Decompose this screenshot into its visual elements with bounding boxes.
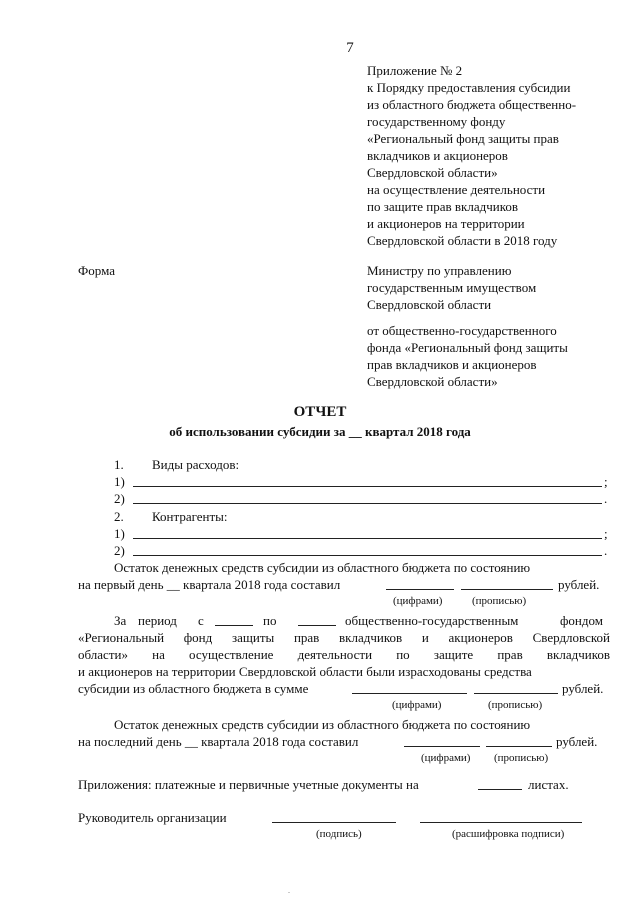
attachments-sheets-label: листах. xyxy=(528,777,569,792)
signature-decoding-field[interactable] xyxy=(420,822,582,823)
period-word-period: период xyxy=(138,613,177,628)
end-balance-words-caption: (прописью) xyxy=(494,752,549,764)
period-sum-digits-field[interactable] xyxy=(352,693,467,694)
period-word-za: За xyxy=(114,613,127,628)
addressee-line: Свердловской области xyxy=(367,297,492,312)
section2-item1-label: 1) xyxy=(114,526,125,541)
footer-mark: . xyxy=(288,886,290,895)
sender-line: фонда «Региональный фонд защиты xyxy=(367,340,568,355)
section1-number: 1. xyxy=(114,457,124,472)
attachments-text: Приложения: платежные и первичные учетные документы на xyxy=(78,777,419,792)
sender-line: Свердловской области» xyxy=(367,374,498,389)
addressee-block xyxy=(367,262,617,313)
section1-label: Виды расходов: xyxy=(152,457,240,472)
period-line3: области» на осуществление деятельности по защите прав вкладчиков xyxy=(78,647,610,662)
appendix-line: Приложение № 2 xyxy=(367,63,463,78)
period-line4: и акционеров на территории Свердловской области были израсходованы средства xyxy=(78,664,532,679)
addressee-line: государственным имуществом xyxy=(367,280,537,295)
appendix-line: на осуществление деятельности xyxy=(367,182,546,197)
section1-item2-label: 2) xyxy=(114,491,125,506)
period-sum-words-field[interactable] xyxy=(474,693,558,694)
appendix-block xyxy=(367,62,617,249)
report-title: ОТЧЕТ xyxy=(293,404,347,420)
period-line2: «Региональный фонд защиты прав вкладчиков и акционеров Свердловской xyxy=(78,630,610,645)
appendix-line: из областного бюджета общественно- xyxy=(367,97,577,112)
attachments-sheets-field[interactable] xyxy=(478,789,522,790)
end-balance-words-field[interactable] xyxy=(486,746,552,747)
section1-item1-label: 1) xyxy=(114,474,125,489)
end-balance-digits-caption: (цифрами) xyxy=(421,752,471,764)
period-word-fund: фондом xyxy=(560,613,603,628)
period-line5: субсидии из областного бюджета в сумме xyxy=(78,681,309,696)
signature-decoding-caption: (расшифровка подписи) xyxy=(452,828,565,840)
appendix-line: «Региональный фонд защиты прав xyxy=(367,131,559,146)
start-balance-currency: рублей. xyxy=(558,577,600,592)
section1-item2-field[interactable] xyxy=(133,503,602,504)
appendix-line: Свердловской области в 2018 году xyxy=(367,233,558,248)
section2-item2-field[interactable] xyxy=(133,555,602,556)
period-to-field[interactable] xyxy=(298,625,336,626)
appendix-line: к Порядку предоставления субсидии xyxy=(367,80,571,95)
end-balance-line1: Остаток денежных средств субсидии из областного бюджета по состоянию xyxy=(114,717,531,732)
signature-field[interactable] xyxy=(272,822,396,823)
period-from-field[interactable] xyxy=(215,625,253,626)
section2-item1-field[interactable] xyxy=(133,538,602,539)
signature-role-label: Руководитель организации xyxy=(78,810,227,825)
end-balance-digits-field[interactable] xyxy=(404,746,480,747)
period-word-s: с xyxy=(198,613,204,628)
report-subtitle: об использовании субсидии за __ квартал 2018 года xyxy=(169,424,471,439)
signature-caption: (подпись) xyxy=(316,828,362,840)
section2-item2-end: . xyxy=(604,543,608,558)
sender-line: прав вкладчиков и акционеров xyxy=(367,357,537,372)
section2-label: Контрагенты: xyxy=(152,509,228,524)
section1-item2-end: . xyxy=(604,491,608,506)
section2-item2-label: 2) xyxy=(114,543,125,558)
appendix-line: по защите прав вкладчиков xyxy=(367,199,519,214)
section1-item1-field[interactable] xyxy=(133,486,602,487)
section1-item1-end: ; xyxy=(604,474,608,489)
appendix-line: и акционеров на территории xyxy=(367,216,525,231)
period-sum-currency: рублей. xyxy=(562,681,604,696)
page-number: 7 xyxy=(346,40,354,56)
sender-line: от общественно-государственного xyxy=(367,323,557,338)
period-sum-digits-caption: (цифрами) xyxy=(392,699,442,711)
end-balance-line2: на последний день __ квартала 2018 года составил xyxy=(78,734,359,749)
section2-number: 2. xyxy=(114,509,124,524)
start-balance-digits-caption: (цифрами) xyxy=(393,595,443,607)
period-sum-words-caption: (прописью) xyxy=(488,699,543,711)
period-word-fund-type: общественно-государственным xyxy=(345,613,519,628)
sender-block xyxy=(367,322,617,390)
addressee-line: Министру по управлению xyxy=(367,263,512,278)
end-balance-currency: рублей. xyxy=(556,734,598,749)
start-balance-words-field[interactable] xyxy=(461,589,553,590)
start-balance-words-caption: (прописью) xyxy=(472,595,527,607)
period-word-po: по xyxy=(263,613,277,628)
start-balance-line1: Остаток денежных средств субсидии из областного бюджета по состоянию xyxy=(114,560,531,575)
appendix-line: вкладчиков и акционеров xyxy=(367,148,508,163)
start-balance-line2: на первый день __ квартала 2018 года составил xyxy=(78,577,341,592)
appendix-line: Свердловской области» xyxy=(367,165,498,180)
form-label: Форма xyxy=(78,263,115,278)
section2-item1-end: ; xyxy=(604,526,608,541)
start-balance-digits-field[interactable] xyxy=(386,589,454,590)
appendix-line: государственному фонду xyxy=(367,114,506,129)
